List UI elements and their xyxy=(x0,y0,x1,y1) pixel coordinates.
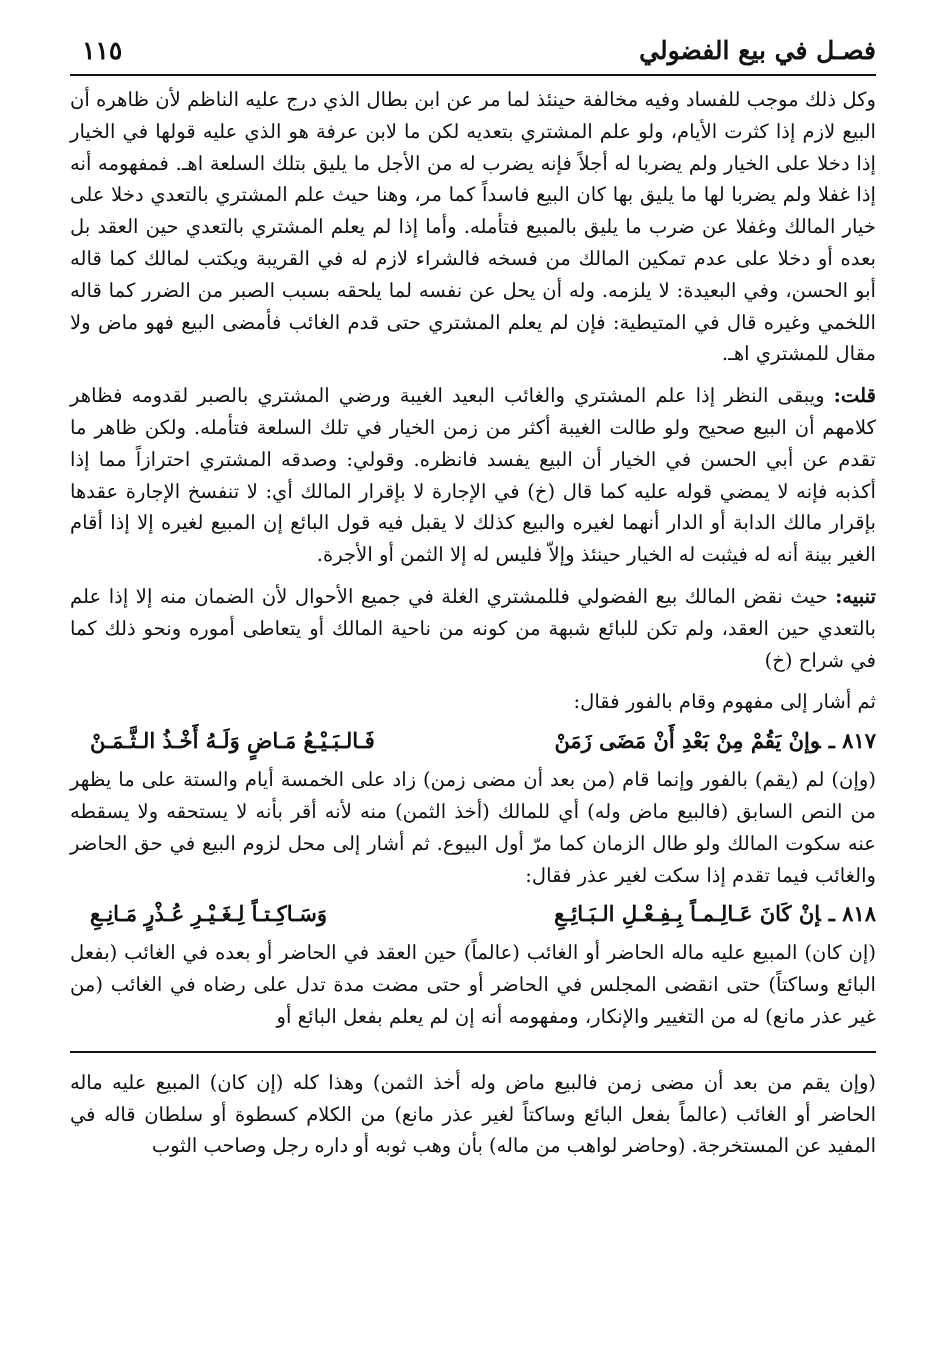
paragraph-3-lead: تنبيه: xyxy=(835,584,876,608)
verse-817-right: وإنْ يَقُمْ مِنْ بَعْدِ أَنْ مَضَى زَمَنْ xyxy=(554,728,821,754)
verse-818-first-hemistich xyxy=(554,897,876,931)
paragraph-2 xyxy=(70,380,876,571)
main-text xyxy=(70,84,876,1033)
verse-817-first-hemistich xyxy=(554,724,876,758)
paragraph-3 xyxy=(70,581,876,676)
footnote-divider xyxy=(70,1051,876,1053)
paragraph-4: ثم أشار إلى مفهوم وقام بالفور فقال: xyxy=(573,690,876,714)
verse-818-right: إنْ كَانَ عَـالِـمـاً بِـفِـعْـلِ الـبَـائِـعِ xyxy=(554,901,821,927)
paragraph-5: (وإن) لم (يقم) بالفور وإنما قام (من بعد أن مضى زمن) زاد على الخمسة أيام والستة على ما يظهر من النص السابق (فالبيع ماض وله) أي للمالك (أخذ الثمن) منه لأنه أقر بأنه لا يستحقه ولا يسقطه عنه سكوت المالك ولو طال الزمان كما مرّ أول البيوع. ثم أشار إلى محل لزوم البيع في حق الحاضر والغائب فيما تقدم إذا سكت لغير عذر فقال: xyxy=(70,768,876,887)
verse-817-number: ٨١٧ ـ xyxy=(828,728,876,754)
paragraph-2-lead: قلت: xyxy=(833,384,876,408)
verse-817-left: فَـالـبَـيْـعُ مَـاضٍ وَلَـهُ أَخْـذُ الـثَّـمَـنْ xyxy=(90,728,375,754)
paragraph-3-text: حيث نقض المالك بيع الفضولي فللمشتري الغلة في جميع الأحوال لأن الضمان منه إلا إذا علم بالتعدي حين العقد، ولم تكن للبائع شبهة من كونه من ناحية المالك أو يتعاطى أموره ونحو ذلك كما في شراح (خ) xyxy=(70,584,876,672)
footnote xyxy=(70,1067,876,1162)
page-header xyxy=(70,30,876,76)
book-page xyxy=(70,30,876,1340)
verse-817 xyxy=(70,724,876,758)
verse-818 xyxy=(70,897,876,931)
paragraph-2-text: ويبقى النظر إذا علم المشتري والغائب البعيد الغيبة ورضي المشتري بالصبر لقدومه فظاهر كلامهم أن البيع صحيح ولو طالت الغيبة أكثر من زمن الخيار في تلك السلعة فتأمله. ولكن ظاهر ما تقدم عن أبي الحسن في الخيار أن البيع يفسد فانظره. وقولي: وصدقه المشتري احترازاً مما إذا أكذبه فإنه لا يمضي قوله عليه كما قال (خ) في الإجارة لا بإقرار المالك أي: لا تنفسخ الإجارة عقدها بإقرار مالك الدابة أو الدار أنهما لغيره والبيع كذلك لا يقبل فيه قول البائع إن المبيع لغيره إلا إذا أقام الغير بينة أنه له فيثبت له الخيار حينئذ وإلاّ فليس له إلا الثمن أو الأجرة. xyxy=(70,384,877,567)
paragraph-1: وكل ذلك موجب للفساد وفيه مخالفة حينئذ لما مر عن ابن بطال الذي درج عليه الناظم لأن ظاهره أن البيع لازم إذا كثرت الأيام، ولو علم المشتري بتعديه لكن ما لابن عرفة هو الذي عليه قولها في الخيار إذا دخلا على الخيار ولم يضربا له أجلاً فإنه يضرب له من الأجل ما يليق بتلك السلعة اهـ. فمفهومه أنه إذا غفلا ولم يضربا لها ما يليق بها كان البيع فاسداً كما مر، وهنا حيث علم المشتري بالتعدي دخلا على خيار المالك وغفلا عن ضرب ما يليق بالمبيع فتأمله. وأما إذا لم يعلم المشتري بالتعدي حين العقد بل بعده أو دخلا على عدم تمكين المالك من فسخه فالشراء لازم له في القريبة ويكتب لمالك كما قاله أبو الحسن، وفي البعيدة: لا يلزمه. وله أن يحل عن نفسه لما يلحقه بسبب الصبر من الضرر كما قاله اللخمي وغيره قال في المتيطية: فإن لم يعلم المشتري حتى قدم الغائب فأمضى البيع فهو ماض ولا مقال للمشتري اهـ. xyxy=(70,88,876,366)
page-number: ١١٥ xyxy=(82,36,123,65)
chapter-title: فصـل في بيع الفضولي xyxy=(639,36,876,65)
paragraph-6: (إن كان) المبيع عليه ماله الحاضر أو الغائب (عالماً) حين العقد في الحاضر أو بعده في الغائب (بفعل البائع وساكتاً) حتى انقضى المجلس في الحاضر أو حتى مضت مدة تدل على رضاه في الغائب (من غير عذر مانع) له من التغيير والإنكار، ومفهومه أنه إن لم يعلم بفعل البائع أو xyxy=(70,941,877,1028)
footnote-text: (وإن يقم من بعد أن مضى زمن فالبيع ماض وله أخذ الثمن) وهذا كله (إن كان) المبيع عليه ماله الحاضر أو الغائب (عالماً بفعل البائع وساكتاً لغير عذر مانع) من الكلام كسطوة أو سلطان قاله في المفيد عن المستخرجة. (وحاضر لواهب من ماله) بأن وهب ثوبه أو داره رجل وصاحب الثوب xyxy=(70,1070,876,1158)
verse-818-number: ٨١٨ ـ xyxy=(828,901,876,927)
verse-818-left: وَسَـاكِـتـاً لِـغَـيْـرِ عُـذْرٍ مَـانِـعِ xyxy=(90,901,327,927)
